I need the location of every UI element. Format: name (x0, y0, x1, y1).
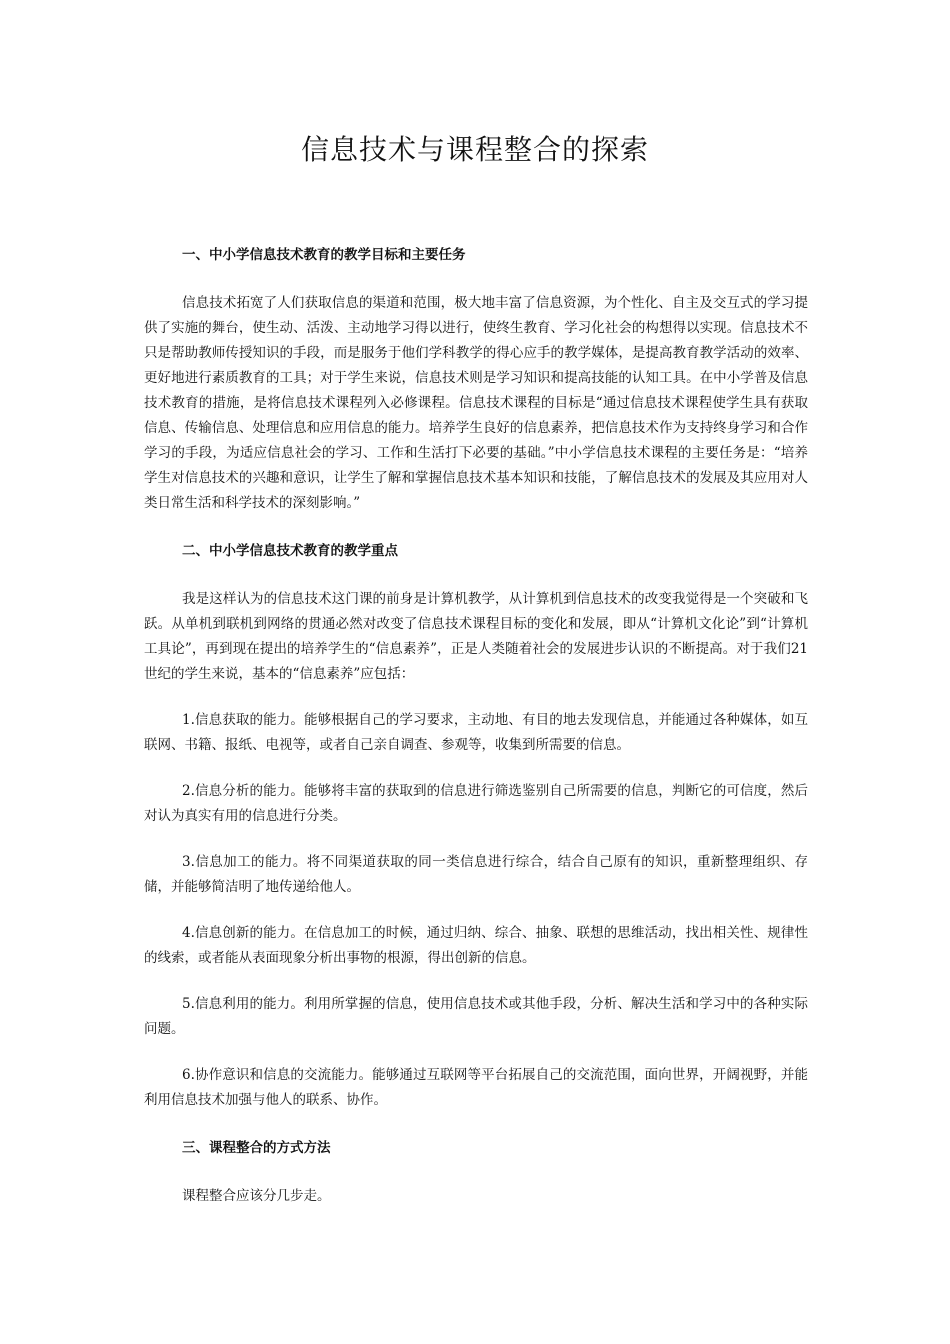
list-item: 4.信息创新的能力。在信息加工的时候，通过归纳、综合、抽象、联想的思维活动，找出相关性、规律性的线索，或者能从表面现象分析出事物的根源，得出创新的信息。 (144, 925, 808, 966)
list-item: 6.协作意识和信息的交流能力。能够通过互联网等平台拓展自己的交流范围，面向世界，开阔视野，并能利用信息技术加强与他人的联系、协作。 (144, 1067, 808, 1108)
section3-paragraph: 课程整合应该分几步走。 (182, 1188, 331, 1204)
section-heading-3: 三、课程整合的方式方法 (182, 1140, 331, 1156)
page-title: 信息技术与课程整合的探索 (300, 133, 649, 166)
section-heading-2: 二、中小学信息技术教育的教学重点 (182, 543, 398, 559)
list-item: 5.信息利用的能力。利用所掌握的信息，使用信息技术或其他手段，分析、解决生活和学习中的各种实际问题。 (144, 996, 808, 1037)
section1-paragraph: 信息技术拓宽了人们获取信息的渠道和范围，极大地丰富了信息资源，为个性化、自主及交互式的学习提供了实施的舞台，使生动、活泼、主动地学习得以进行，使终生教育、学习化社会的构想得以实现。信息技术不只是帮助教师传授知识的手段，而是服务于他们学科教学的得心应手的教学媒体，是提高教育教学活动的效率、更好地进行素质教育的工具；对于学生来说，信息技术则是学习知识和提高技能的认知工具。在中小学普及信息技术教育的措施，是将信息技术课程列入必修课程。信息技术课程的目标是“通过信息技术课程使学生具有获取信息、传输信息、处理信息和应用信息的能力。培养学生良好的信息素养，把信息技术作为支持终身学习和合作学习的手段，为适应信息社会的学习、工作和生活打下必要的基础。”中小学信息技术课程的主要任务是：“培养学生对信息技术的兴趣和意识，让学生了解和掌握信息技术基本知识和技能，了解信息技术的发展及其应用对人类日常生活和科学技术的深刻影响。” (144, 295, 808, 511)
section-heading-1: 一、中小学信息技术教育的教学目标和主要任务 (182, 247, 466, 263)
section2-intro: 我是这样认为的信息技术这门课的前身是计算机教学，从计算机到信息技术的改变我觉得是一个突破和飞跃。从单机到联机到网络的贯通必然对改变了信息技术课程目标的变化和发展，即从“计算机文化论”到“计算机工具论”，再到现在提出的培养学生的“信息素养”，正是人类随着社会的发展进步认识的不断提高。对于我们21世纪的学生来说，基本的“信息素养”应包括： (144, 591, 808, 682)
list-item: 3.信息加工的能力。将不同渠道获取的同一类信息进行综合，结合自己原有的知识，重新整理组织、存储，并能够简洁明了地传递给他人。 (144, 854, 808, 895)
document-body (144, 243, 808, 1209)
list-item: 1.信息获取的能力。能够根据自己的学习要求，主动地、有目的地去发现信息，并能通过各种媒体，如互联网、书籍、报纸、电视等，或者自己亲自调查、参观等，收集到所需要的信息。 (144, 712, 808, 753)
list-item: 2.信息分析的能力。能够将丰富的获取到的信息进行筛选鉴别自己所需要的信息，判断它的可信度，然后对认为真实有用的信息进行分类。 (144, 783, 808, 824)
